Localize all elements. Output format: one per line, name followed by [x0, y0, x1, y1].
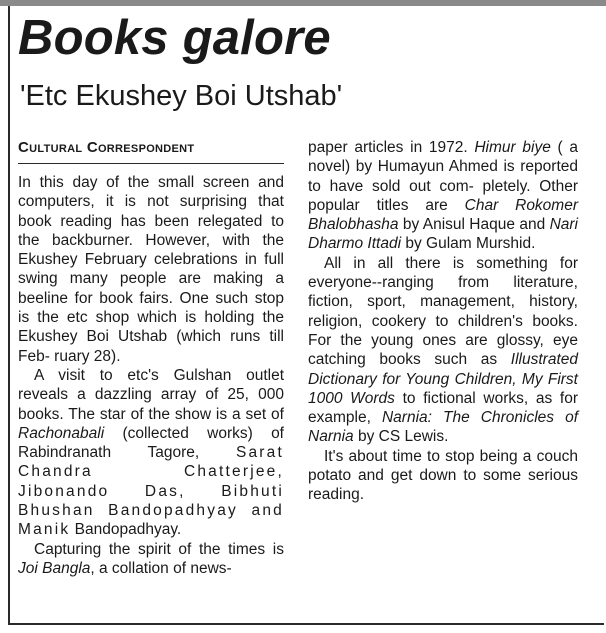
- text-span: by Gulam Murshid.: [401, 235, 536, 253]
- paragraph-popular-titles: [308, 138, 578, 254]
- text-span: by Anisul Haque and: [398, 216, 550, 234]
- text-span: ( a novel) by Humayun Ahmed is reported to have sold out com- pletely. Other popular titles are: [308, 139, 578, 214]
- paragraph-conclusion: It's about time to stop being a couch potato and get down to some serious reading.: [308, 447, 578, 504]
- text-span: All in all there is something for everyone--ranging from literature, fiction, sport, management, history, religion, cookery to children's books. For the young ones are glossy, eye catching books such as: [308, 254, 578, 369]
- top-border-rule: [0, 0, 606, 6]
- left-column: [18, 137, 284, 578]
- text-span-authors: Sarat Chandra Chatterjee, Jibonando Das, Bibhuti Bhushan Bandopadhyay and Manik: [18, 444, 284, 539]
- text-span: (collected works) of Rabindranath Tagore,: [18, 424, 284, 462]
- book-title-joi-bangla: Joi Bangla: [18, 559, 91, 577]
- paragraph-joi-bangla: [18, 540, 284, 579]
- book-title-nari-dharmo: Nari Dharmo Ittadi: [308, 216, 578, 253]
- book-titles-children: Illustrated Dictionary for Young Children, My First 1000 Words: [308, 351, 578, 407]
- right-column: [308, 138, 578, 505]
- paragraph-intro: In this day of the small screen and computers, it is not surprising that book reading has been relegated to the backburner. However, with the Ekushey February celebrations in full swing many people are making a beeline for book fairs. One such stop is the etc shop which is holding the Ekushey Boi Utshab (which runs till Feb- ruary 28).: [18, 174, 284, 365]
- book-title-rachonabali: Rachonabali: [18, 424, 105, 442]
- headline: Books galore: [18, 11, 331, 65]
- text-span: A visit to etc's Gulshan outlet reveals a dazzling array of 25, 000 books. The star of the show is a set of: [18, 366, 284, 423]
- text-span: by CS Lewis.: [353, 428, 449, 446]
- text-span: Capturing the spirit of the times is: [34, 540, 284, 558]
- text-span: Bandopadhyay.: [70, 521, 182, 539]
- text-span: to fictional works, as for example,: [308, 389, 578, 427]
- bottom-border-rule: [8, 623, 604, 625]
- paragraph-something-for-everyone: [308, 254, 578, 447]
- byline: Cultural Correspondent: [18, 137, 284, 164]
- book-title-char-rokomer: Char Rokomer Bhalobhasha: [308, 196, 578, 234]
- book-title-narnia: Narnia: The Chronicles of Narnia: [308, 409, 578, 446]
- paragraph-gulshan-outlet: [18, 366, 284, 540]
- subheadline: 'Etc Ekushey Boi Utshab': [20, 80, 343, 112]
- book-title-himur-biye: Himur biye: [474, 139, 551, 156]
- left-border-rule: [8, 6, 10, 624]
- text-span: paper articles in 1972.: [308, 139, 475, 156]
- text-span: , a collation of news-: [90, 559, 232, 577]
